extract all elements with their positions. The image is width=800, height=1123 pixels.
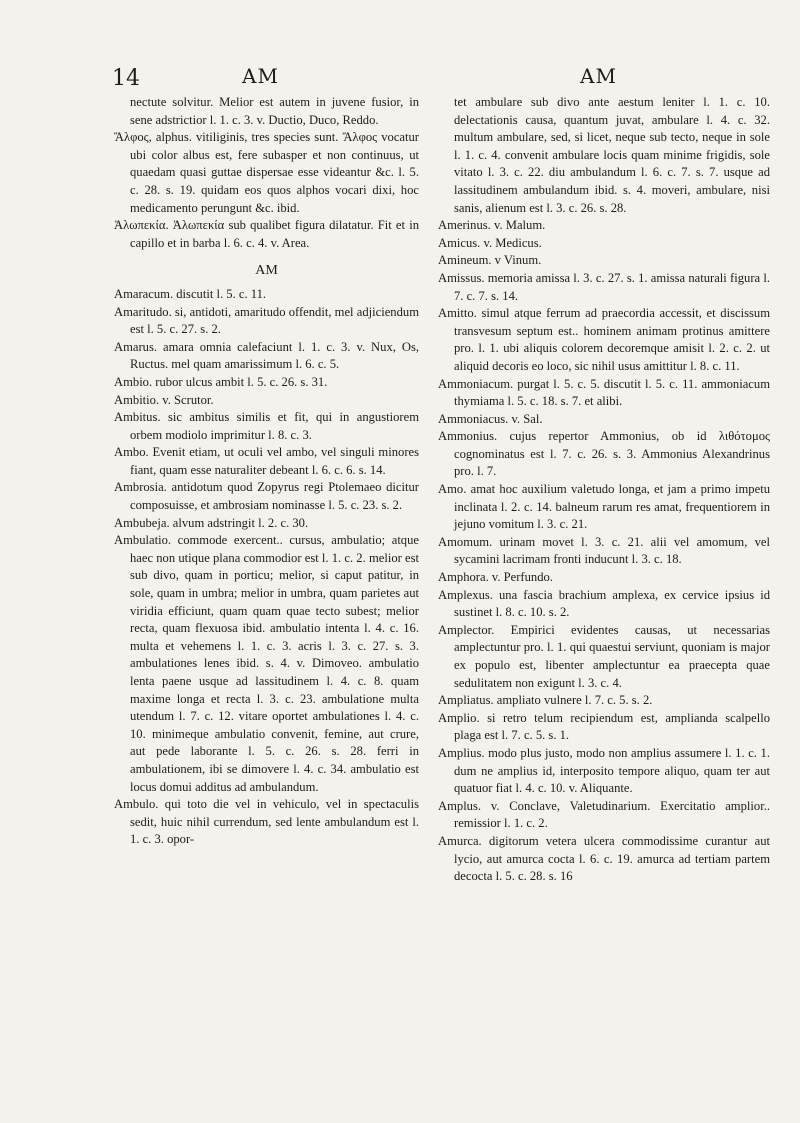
entry-amurca: Amurca. digitorum vetera ulcera commodissime curantur aut lycio, aut amurca cocta l. 6. c. 19. amurca ad tertiam partem decocta l. 5. c. 28. s. 16 [438, 833, 770, 884]
entry-alphos: Ἄλφος, alphus. vitiliginis, tres species sunt. Ἄλφος vocatur ubi color albus est, fere subasper et non continuus, ut quaedam quasi guttae dispersae esse videantur &c. l. 5. c. 28. s. 19. quidam eos quos alphos vocari dixi, hoc medicamento perungunt &c. ibid. [114, 130, 419, 215]
entry-amplus: Amplus. v. Conclave, Valetudinarium. Exercitatio amplior.. remissior l. 1. c. 2. [438, 798, 770, 831]
entry-ammonius: Ammonius. cujus repertor Ammonius, ob id λιθότομος cognominatus est l. 7. c. 26. s. 3. Ammonius Alexandrinus pro. l. 7. [438, 429, 770, 479]
entry-amomum: Amomum. urinam movet l. 3. c. 21. alii vel amomum, vel sycamini lacrimam fronti inducunt l. 3. c. 18. [438, 534, 770, 567]
running-head-right: AM [580, 64, 617, 88]
entry-amplexus: Amplexus. una fascia brachium amplexa, ex cervice ipsius id sustinet l. 8. c. 10. s. 2. [438, 587, 770, 620]
entry-ambubeja: Ambubeja. alvum adstringit l. 2. c. 30. [114, 515, 309, 530]
entry-amplector: Amplector. Empirici evidentes causas, ut necessarias amplectuntur pro. l. 1. qui quaestui serviunt, quoniam is major ex populo est, libenter amplectuntur ea praecepta quae sedulitatem non exigunt l. 3. c. 4. [438, 622, 770, 690]
entry-amphora: Amphora. v. Perfundo. [438, 570, 553, 585]
entry-ammoniacus: Ammoniacus. v. Sal. [438, 411, 543, 426]
running-head-left: AM [242, 64, 279, 88]
entry-amplius: Amplius. modo plus justo, modo non amplius assumere l. 1. c. 1. dum ne amplius id, interposito tempore aliquo, quam ter aut quatuor fiat l. 4. c. 10. v. Aliquante. [438, 745, 770, 796]
section-heading: AM [255, 263, 278, 279]
entry-amerinus: Amerinus. v. Malum. [438, 218, 546, 233]
entry-ambo: Ambo. Evenit etiam, ut oculi vel ambo, vel singuli minores fiant, quam esse naturaliter debeant l. 6. c. 6. s. 14. [114, 445, 419, 477]
left-column [114, 94, 419, 849]
entry-ambulatio: Ambulatio. commode exercent.. cursus, ambulatio; atque haec non utique plana commodior est l. 1. c. 2. melior est sub divo, quam in porticu; melior, si caput patitur, in sole, quam in umbra; melior in umbra, quam parietes aut viridia efficiunt, quam quam quae tecto subest; melior recta, quam flexuosa ibid. ambulatio intenta l. 4. c. 16. multa et vehemens l. 1. c. 3. acris l. 3. c. 27. s. 3. ambulationes lenes ibid. s. 4. v. Dimoveo. ambulatio lenta paene usque ad lassitudinem l. 4. c. 8. quam maxime longa et recta l. 3. c. 23. ambulatione multa utendum l. 7. c. 12. vitare oportet ambulationes l. 4. c. 10. minimeque ambulatio convenit, femine, aut crure, aut pede laborante l. 5. c. 26. s. 28. ferri in ambulationem, ibi se dimovere l. 4. c. 34. ambulatio est locus domui additus ad ambulandum. [114, 533, 419, 794]
entry-ambitus: Ambitus. sic ambitus similis et fit, qui in angustiorem orbem modiolo imprimitur l. 8. c. 3. [114, 410, 419, 442]
entry-ambrosia: Ambrosia. antidotum quod Zopyrus regi Ptolemaeo dicitur composuisse, et ambrosiam nominasse l. 5. c. 23. s. 2. [114, 480, 419, 513]
page-number: 14 [112, 66, 140, 91]
entry-amissus: Amissus. memoria amissa l. 3. c. 27. s. 1. amissa naturali figura l. 7. c. 7. s. 14. [438, 270, 770, 303]
entry-amaritudo: Amaritudo. si, antidoti, amaritudo offendit, mel adjiciendum est l. 5. c. 27. s. 2. [114, 304, 419, 337]
entry-amo: Amo. amat hoc auxilium valetudo longa, et jam a primo impetu inclinata l. 2. c. 14. balneum rarum res amat, frequentiorem in jejuno vomitum l. 3. c. 21. [438, 482, 770, 532]
entry-amarus: Amarus. amara omnia calefaciunt l. 1. c. 3. v. Nux, Os, Ructus. mel quam amarissimum l. 6. c. 5. [114, 339, 419, 372]
entry-amplio: Amplio. si retro telum recipiendum est, amplianda scalpello plaga est l. 7. c. 5. s. 1. [438, 710, 770, 743]
entry-ambitio: Ambitio. v. Scrutor. [114, 392, 214, 407]
entry-continuation: tet ambulare sub divo ante aestum leniter l. 1. c. 10. delectationis causa, quantum juvat, ambulare l. 4. c. 32. multum ambulare, sed, si licet, neque sub tecto, neque in sole l. 1. c. 4. convenit ambulare locis quam minime frigidis, sole vitato l. 3. c. 22. diu ambulandum l. 6. c. 7. s. 7. usque ad lassitudinem ambulandum ibid. s. 4. moveri, ambulare, nisi sanis, alienum est l. 3. c. 26. s. 28. [454, 95, 770, 215]
entry-amicus: Amicus. v. Medicus. [438, 235, 542, 250]
entry-ambulo: Ambulo. qui toto die vel in vehiculo, vel in spectaculis sedit, huic nihil currendum, sed lente ambulandum est l. 1. c. 3. opor- [114, 797, 419, 847]
entry-amineum: Amineum. v Vinum. [438, 253, 542, 268]
entry-ambio: Ambio. rubor ulcus ambit l. 5. c. 26. s. 31. [114, 374, 328, 389]
entry-alopekia: Ἀλωπεκία. Ἀλωπεκία sub qualibet figura dilatatur. Fit et in capillo et in barba l. 6. c. 4. v. Area. [114, 218, 419, 250]
entry-amaracum: Amaracum. discutit l. 5. c. 11. [114, 286, 267, 301]
entry-continuation: nectute solvitur. Melior est autem in juvene fusior, in sene adstrictior l. 1. c. 3. v. Ductio, Duco, Reddo. [130, 95, 419, 127]
entry-ampliatus: Ampliatus. ampliato vulnere l. 7. c. 5. s. 2. [438, 693, 653, 708]
entry-amitto: Amitto. simul atque ferrum ad praecordia accessit, et discissum transvesum septum est.. hominem animam protinus amittere pro. l. 1. ubi aliquis colorem decoremque amisit l. 2. c. 2. ut aliquid decoris eo loco, sic nihil usus amittitur l. 8. c. 11. [438, 306, 770, 373]
entry-ammoniacum: Ammoniacum. purgat l. 5. c. 5. discutit l. 5. c. 11. ammoniacum thymiama l. 5. c. 18. s. 7. et alibi. [438, 376, 770, 409]
right-column [438, 94, 770, 886]
